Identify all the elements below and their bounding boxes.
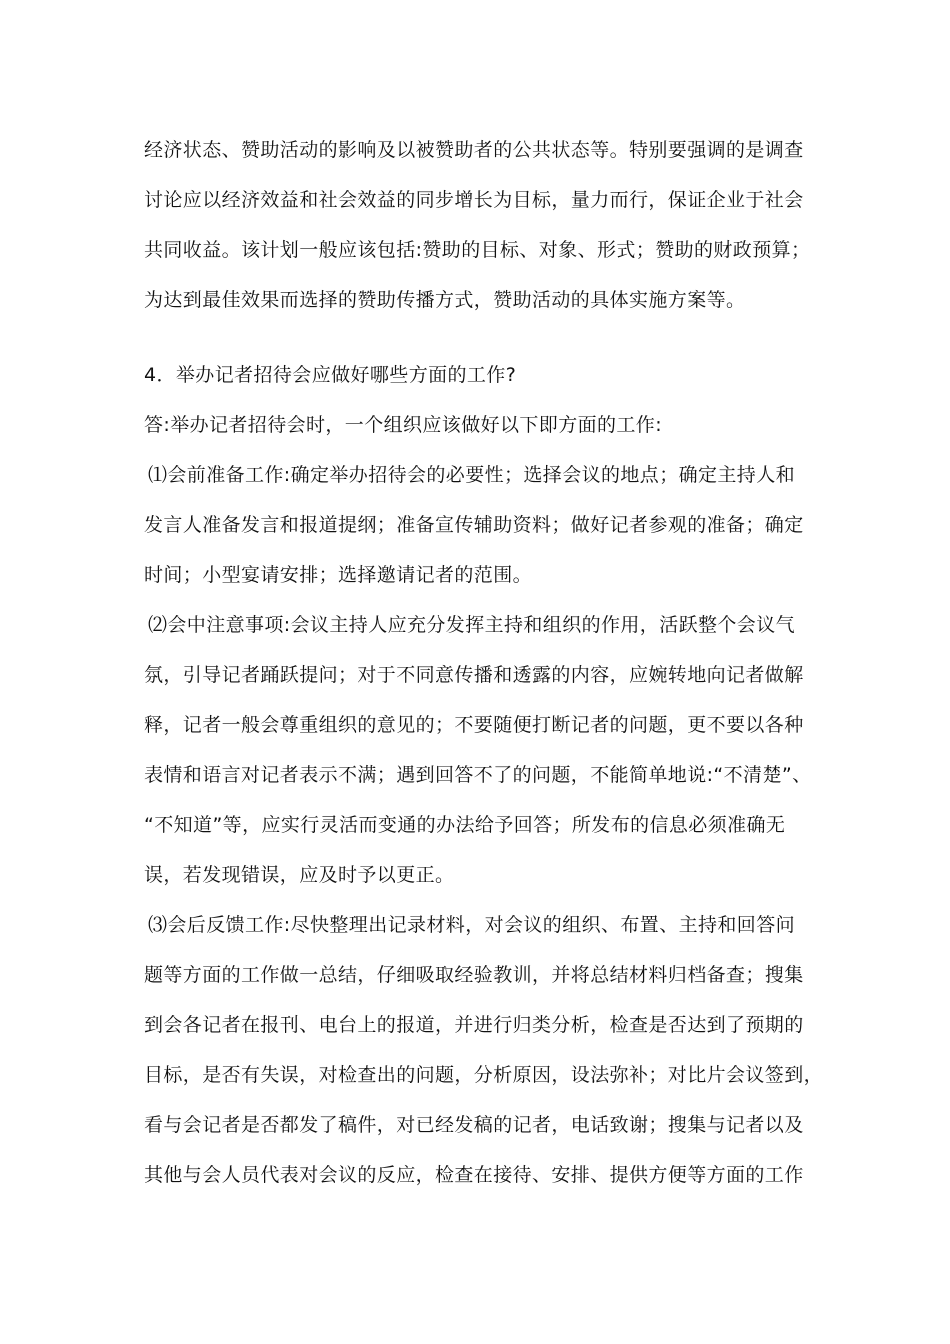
paragraph-line: 看与会记者是否都发了稿件，对已经发稿的记者，电话致谢；搜集与记者以及 bbox=[144, 1114, 804, 1136]
paragraph-line: 释，记者一般会尊重组织的意见的；不要随便打断记者的问题，更不要以各种 bbox=[144, 714, 804, 736]
paragraph-line: 发言人准备发言和报道提纲；准备宣传辅助资料；做好记者参观的准备；确定 bbox=[144, 514, 804, 536]
paragraph-line: 目标，是否有失误，对检查出的问题，分析原因，设法弥补；对比片会议签到， bbox=[144, 1064, 824, 1086]
paragraph-line: 题等方面的工作做一总结，仔细吸取经验教训，并将总结材料归档备查；搜集 bbox=[144, 964, 804, 986]
paragraph-line: 共同收益。该计划一般应该包括:赞助的目标、对象、形式；赞助的财政预算； bbox=[144, 239, 811, 261]
question-heading: 4．举办记者招待会应做好哪些方面的工作? bbox=[144, 364, 517, 386]
paragraph-line: 其他与会人员代表对会议的反应，检查在接待、安排、提供方便等方面的工作 bbox=[144, 1164, 804, 1186]
paragraph-line: 为达到最佳效果而选择的赞助传播方式，赞助活动的具体实施方案等。 bbox=[144, 289, 746, 311]
answer-intro: 答:举办记者招待会时，一个组织应该做好以下即方面的工作: bbox=[144, 414, 663, 436]
paragraph-line: 时间；小型宴请安排；选择邀请记者的范围。 bbox=[144, 564, 533, 586]
paragraph-line: 表情和语言对记者表示不满；遇到回答不了的问题，不能简单地说:“不清楚”、 bbox=[144, 764, 812, 786]
list-item-1: ⑴会前准备工作:确定举办招待会的必要性；选择会议的地点；确定主持人和 bbox=[148, 464, 796, 486]
paragraph-line: 经济状态、赞助活动的影响及以被赞助者的公共状态等。特别要强调的是调查 bbox=[144, 139, 804, 161]
paragraph-line: 误，若发现错误，应及时予以更正。 bbox=[144, 864, 455, 886]
paragraph-line: 到会各记者在报刊、电台上的报道，并进行归类分析，检查是否达到了预期的 bbox=[144, 1014, 804, 1036]
list-item-2: ⑵会中注意事项:会议主持人应充分发挥主持和组织的作用，活跃整个会议气 bbox=[148, 614, 796, 636]
list-item-3: ⑶会后反馈工作:尽快整理出记录材料，对会议的组织、布置、主持和回答问 bbox=[148, 914, 796, 936]
paragraph-line: 讨论应以经济效益和社会效益的同步增长为目标，量力而行，保证企业于社会 bbox=[144, 189, 804, 211]
paragraph-line: “不知道”等，应实行灵活而变通的办法给予回答；所发布的信息必须准确无 bbox=[144, 814, 786, 836]
paragraph-line: 氛，引导记者踊跃提问；对于不同意传播和透露的内容，应婉转地向记者做解 bbox=[144, 664, 804, 686]
